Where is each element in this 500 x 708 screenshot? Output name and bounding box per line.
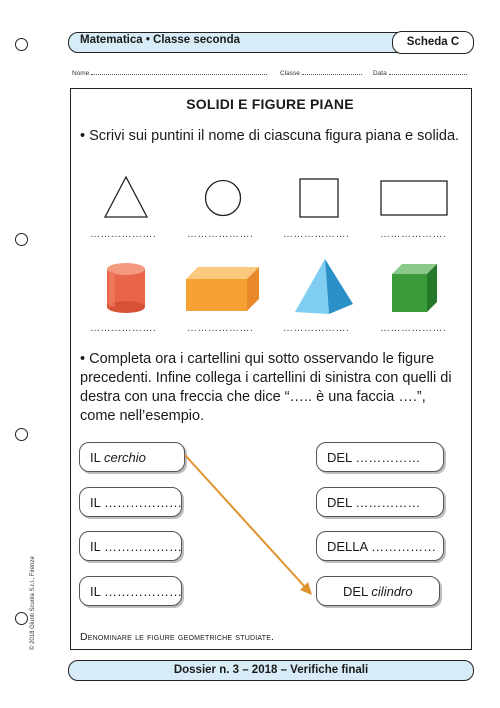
sheet-label: Scheda C — [406, 36, 460, 48]
footnote: Denominare le figure geometriche studiate. — [80, 631, 275, 643]
instruction-2: • Completa ora i cartellini qui sotto osservando le figure precedenti. Infine collega i cartellini di sinistra con quelli di destra con una freccia che dice “….. è una faccia ….”, come nell’esempio. — [80, 351, 452, 424]
binder-hole-2 — [15, 233, 28, 246]
right-card-1[interactable]: DEL …………… — [316, 442, 444, 472]
answer-line-rectangle[interactable]: ………………. — [380, 229, 447, 240]
class-field[interactable] — [280, 68, 362, 77]
name-label: Nome — [72, 70, 90, 77]
answer-line-triangle[interactable]: ………………. — [90, 229, 157, 240]
exercise-title: SOLIDI E FIGURE PIANE — [186, 96, 354, 112]
triangle-icon — [104, 176, 148, 218]
binder-hole-4 — [15, 612, 28, 625]
date-label: Data — [373, 70, 387, 77]
answer-line-prism[interactable]: ………………. — [187, 323, 254, 334]
header-subject: Matematica • Classe seconda — [80, 34, 240, 46]
answer-line-pyramid[interactable]: ………………. — [283, 323, 350, 334]
answer-line-cube[interactable]: ………………. — [380, 323, 447, 334]
rectangular-prism-icon — [185, 266, 260, 312]
binder-hole-1 — [15, 38, 28, 51]
instruction-1: • Scrivi sui puntini il nome di ciascuna figura piana e solida. — [80, 128, 460, 144]
answer-line-circle[interactable]: ………………. — [187, 229, 254, 240]
cube-icon — [391, 262, 438, 313]
left-card-4[interactable]: IL ……………… — [79, 576, 182, 606]
answer-line-cylinder[interactable]: ………………. — [90, 323, 157, 334]
binder-hole-3 — [15, 428, 28, 441]
right-card-2[interactable]: DEL …………… — [316, 487, 444, 517]
answer-line-square[interactable]: ………………. — [283, 229, 350, 240]
right-card-4[interactable]: DEL cilindro — [316, 576, 440, 606]
footer-band — [68, 660, 474, 681]
name-field[interactable] — [72, 68, 267, 77]
right-card-3[interactable]: DELLA …………… — [316, 531, 444, 561]
class-label: Classe — [280, 70, 300, 77]
left-card-1[interactable]: IL cerchio — [79, 442, 185, 472]
rectangle-icon — [380, 180, 448, 216]
left-card-2[interactable]: IL ……………… — [79, 487, 182, 517]
example-arrow — [180, 450, 320, 600]
copyright-text: © 2018 Giunti Scuola S.r.l., Firenze — [30, 556, 36, 650]
cylinder-icon — [106, 262, 146, 314]
circle-icon — [204, 179, 242, 217]
square-icon — [299, 178, 339, 218]
pyramid-icon — [293, 258, 355, 315]
footer-label: Dossier n. 3 – 2018 – Verifiche finali — [173, 664, 369, 676]
sheet-tag — [392, 31, 474, 54]
left-card-3[interactable]: IL ……………… — [79, 531, 182, 561]
date-field[interactable] — [373, 68, 467, 77]
